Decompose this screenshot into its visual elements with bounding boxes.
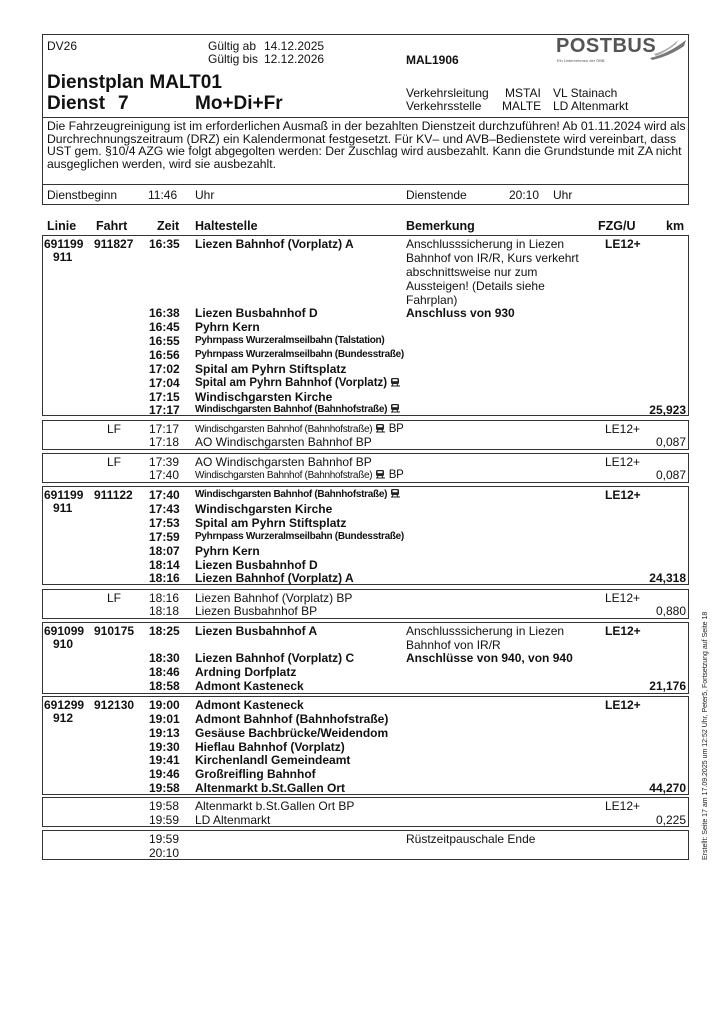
duty-end-label: Dienstende xyxy=(406,188,467,202)
stop-time: 19:41 xyxy=(149,753,180,767)
notice-text: Die Fahrzeugreinigung ist im erforderlichen Ausmaß in der bezahlten Dienstzeit durchzuführen! Ab 01.11.2024 wird als Durchrechnungszeitraum (DRZ) ein Kalendermonat festgesetzt. Für KV– und AVB–Bedienstete wird vereinbart, dass UST gem. §10/4 AZG wie folgt abgegolten werden: Der Zuschlag wird ausbezahlt. Kann die Grundstunde mit ZA nicht ausgeglichen werden, wird sie ausbezahlt. xyxy=(47,119,686,171)
stop-time: 16:45 xyxy=(149,320,180,334)
stop-name: Liezen Busbahnhof D xyxy=(195,558,318,572)
trip-number: 910175 xyxy=(94,624,135,638)
trip-block xyxy=(42,589,689,619)
stop-time: 17:53 xyxy=(149,516,180,530)
stop-name xyxy=(195,403,401,417)
stop-name: AO Windischgarsten Bahnhof BP xyxy=(195,435,372,449)
duty-label: Dienst xyxy=(47,93,106,114)
duty-start-label: Dienstbeginn xyxy=(47,188,118,202)
stop-name: Liezen Busbahnhof D xyxy=(195,306,318,320)
col-time: Zeit xyxy=(157,219,180,233)
footer-page-info: Erstellt: Seite 17 am 17.09.2025 um 12:52 Uhr, Peter5, Fortsetzung auf Seite 18 xyxy=(702,611,709,860)
stop-remark: Anschlüsse von 940, von 940 xyxy=(406,651,573,665)
stop-name: Kirchenlandl Gemeindeamt xyxy=(195,753,351,767)
stop-name: Altenmarkt b.St.Gallen Ort xyxy=(195,781,346,795)
line-number: 691299 xyxy=(44,698,85,712)
stop-time: 17:04 xyxy=(149,376,180,390)
stop-time: 16:55 xyxy=(149,334,180,348)
line-short: 911 xyxy=(53,250,73,264)
stop-name-text: Spital am Pyhrn Bahnhof (Vorplatz) xyxy=(195,377,388,389)
block-remark: Rüstzeitpauschale Ende xyxy=(406,832,536,846)
train-icon xyxy=(390,403,401,413)
stop-time: 19:01 xyxy=(149,712,180,726)
vehicle-type: LE12+ xyxy=(605,422,641,436)
duty-start-time: 11:46 xyxy=(148,188,178,202)
duty-number: 7 xyxy=(118,93,129,114)
valid-from: 14.12.2025 xyxy=(264,39,325,53)
vehicle-type: LE12+ xyxy=(605,455,641,469)
stop-name-text: Windischgarsten Bahnhof (Bahnhofstraße) xyxy=(195,489,388,500)
block-remark: Anschlusssicherung in Liezen Bahnhof von IR/R xyxy=(406,624,565,652)
stop-name: Admont Kasteneck xyxy=(195,698,304,712)
stop-name: Pyhrnpass Wurzeralmseilbahn (Talstation) xyxy=(195,335,385,346)
train-icon xyxy=(390,377,401,387)
duty-end-time: 20:10 xyxy=(509,188,540,202)
block-remark: Anschlusssicherung in Liezen Bahnhof von IR/R, Kurs verkehrt abschnittsweise nur zum Aussteigen! (Details siehe Fahrplan) xyxy=(406,237,579,307)
stop-time: 19:59 xyxy=(149,813,180,827)
stop-time: 19:58 xyxy=(149,799,180,813)
logo-text: POSTBUS xyxy=(556,35,657,57)
col-stop: Haltestelle xyxy=(195,219,258,233)
stop-time: 17:02 xyxy=(149,362,180,376)
line-number: 691199 xyxy=(44,237,84,251)
stop-name: Admont Bahnhof (Bahnhofstraße) xyxy=(195,712,389,726)
swoosh-icon xyxy=(648,38,688,60)
stop-name: Liezen Bahnhof (Vorplatz) A xyxy=(195,237,354,251)
plan-code: MAL1906 xyxy=(406,53,459,67)
duty-end-unit: Uhr xyxy=(553,188,573,202)
traffic-office-code: MALTE xyxy=(502,99,542,113)
traffic-control-name: VL Stainach xyxy=(553,86,618,100)
stop-remark: Anschluss von 930 xyxy=(406,306,515,320)
stop-name: AO Windischgarsten Bahnhof BP xyxy=(195,455,372,469)
trip-block xyxy=(42,830,689,860)
col-vehicle: FZG/U xyxy=(598,219,636,233)
stop-name: Windischgarsten Kirche xyxy=(195,390,333,404)
stop-time: 18:14 xyxy=(149,558,180,572)
logo-subtitle: Ein Unternehmen der ÖBB xyxy=(557,58,605,63)
valid-from-label: Gültig ab xyxy=(208,39,257,53)
stop-time: 17:59 xyxy=(149,530,180,544)
stop-time: 17:39 xyxy=(149,455,180,469)
stop-time: 17:18 xyxy=(149,435,180,449)
stop-name: Spital am Pyhrn Stiftsplatz xyxy=(195,516,347,530)
stop-time: 18:07 xyxy=(149,544,180,558)
stop-name-text: Windischgarsten Bahnhof (Bahnhofstraße) xyxy=(195,470,373,481)
doc-code: DV26 xyxy=(47,39,78,53)
stop-name: LD Altenmarkt xyxy=(195,813,271,827)
stop-time: 16:56 xyxy=(149,348,180,362)
stop-time: 18:16 xyxy=(149,571,180,585)
stop-time: 17:17 xyxy=(149,403,180,417)
vehicle-type: LE12+ xyxy=(605,799,641,813)
stop-time: 16:38 xyxy=(149,306,180,320)
stop-time: 19:13 xyxy=(149,726,180,740)
stop-suffix: BP xyxy=(388,469,404,481)
stop-name: Großreifling Bahnhof xyxy=(195,767,316,781)
trip-number: 912130 xyxy=(94,698,135,712)
stop-name: Pyhrnpass Wurzeralmseilbahn (Bundesstraße) xyxy=(195,531,404,542)
vehicle-type: LE12+ xyxy=(605,591,641,605)
trip-block xyxy=(42,622,689,694)
stop-time: 16:35 xyxy=(149,237,180,251)
line-short: 911 xyxy=(53,501,73,515)
col-remark: Bemerkung xyxy=(406,219,475,233)
stop-name-text: Windischgarsten Bahnhof (Bahnhofstraße) xyxy=(195,404,388,415)
stop-time: 18:46 xyxy=(149,665,180,679)
train-icon xyxy=(390,488,401,498)
stop-time: 19:00 xyxy=(149,698,180,712)
trip-number: LF xyxy=(107,422,122,436)
stop-time: 17:40 xyxy=(149,488,180,502)
col-trip: Fahrt xyxy=(96,219,128,233)
stop-name: Pyhrn Kern xyxy=(195,544,260,558)
stop-name: Hieflau Bahnhof (Vorplatz) xyxy=(195,740,345,754)
stop-time: 19:59 xyxy=(149,832,180,846)
stop-time: 17:43 xyxy=(149,502,180,516)
stop-time: 20:10 xyxy=(149,846,180,860)
stop-name: Liezen Busbahnhof BP xyxy=(195,604,318,618)
trip-block xyxy=(42,696,689,795)
valid-to-label: Gültig bis xyxy=(208,52,259,66)
stop-name: Gesäuse Bachbrücke/Weidendom xyxy=(195,726,389,740)
stop-time: 17:40 xyxy=(149,468,180,482)
stop-name: Liezen Bahnhof (Vorplatz) A xyxy=(195,571,354,585)
traffic-office-name: LD Altenmarkt xyxy=(553,99,629,113)
vehicle-type: LE12+ xyxy=(605,698,641,712)
line-short: 910 xyxy=(53,637,74,651)
stop-name: Liezen Bahnhof (Vorplatz) BP xyxy=(195,591,353,605)
stop-name: Altenmarkt b.St.Gallen Ort BP xyxy=(195,799,355,813)
stop-name: Pyhrnpass Wurzeralmseilbahn (Bundesstraße) xyxy=(195,349,404,360)
stop-time: 18:25 xyxy=(149,624,180,638)
stop-name-text: Windischgarsten Bahnhof (Bahnhofstraße) xyxy=(195,424,373,435)
vehicle-type: LE12+ xyxy=(605,237,641,251)
stop-name: Pyhrn Kern xyxy=(195,320,260,334)
duty-times-box xyxy=(42,184,689,205)
train-icon xyxy=(375,469,386,479)
block-km: 25,923 xyxy=(649,403,686,417)
vehicle-type: LE12+ xyxy=(605,624,641,638)
stop-name: Admont Kasteneck xyxy=(195,679,304,693)
stop-time: 18:58 xyxy=(149,679,180,693)
trip-number: 911827 xyxy=(94,237,134,251)
stop-time: 18:18 xyxy=(149,604,180,618)
stop-name: Spital am Pyhrn Stiftsplatz xyxy=(195,362,347,376)
traffic-office-label: Verkehrsstelle xyxy=(406,99,482,113)
stop-time: 18:30 xyxy=(149,651,180,665)
trip-number: LF xyxy=(107,455,122,469)
col-km: km xyxy=(666,219,685,233)
stop-time: 19:58 xyxy=(149,781,180,795)
line-number: 691099 xyxy=(44,624,85,638)
block-km: 24,318 xyxy=(649,571,686,585)
page-title: Dienstplan MALT01 xyxy=(47,72,222,93)
block-km: 0,880 xyxy=(655,604,686,618)
line-number: 691199 xyxy=(44,488,84,502)
stop-name: Liezen Bahnhof (Vorplatz) C xyxy=(195,651,355,665)
stop-suffix: BP xyxy=(388,423,404,435)
train-icon xyxy=(375,423,386,433)
traffic-control-label: Verkehrsleitung xyxy=(406,86,489,100)
vehicle-type: LE12+ xyxy=(605,488,641,502)
duty-days: Mo+Di+Fr xyxy=(195,93,283,114)
duty-start-unit: Uhr xyxy=(195,188,215,202)
block-km: 0,087 xyxy=(655,468,686,482)
trip-number: 911122 xyxy=(94,488,133,502)
traffic-control-code: MSTAI xyxy=(505,86,541,100)
block-km: 44,270 xyxy=(649,781,686,795)
stop-name: Ardning Dorfplatz xyxy=(195,665,297,679)
valid-to: 12.12.2026 xyxy=(264,52,325,66)
trip-number: LF xyxy=(107,591,122,605)
stop-time: 17:17 xyxy=(149,422,180,436)
block-km: 0,087 xyxy=(655,435,686,449)
stop-time: 19:30 xyxy=(149,740,180,754)
block-km: 0,225 xyxy=(655,813,686,827)
block-km: 21,176 xyxy=(649,679,686,693)
stop-name xyxy=(195,376,401,390)
trip-block xyxy=(42,797,689,827)
stop-name xyxy=(195,488,401,502)
stop-time: 19:46 xyxy=(149,767,180,781)
stop-time: 18:16 xyxy=(149,591,180,605)
stop-time: 17:15 xyxy=(149,390,180,404)
stop-name: Windischgarsten Kirche xyxy=(195,502,333,516)
stop-name xyxy=(195,468,404,483)
line-short: 912 xyxy=(53,711,74,725)
col-line: Linie xyxy=(47,219,77,233)
stop-name: Liezen Busbahnhof A xyxy=(195,624,318,638)
